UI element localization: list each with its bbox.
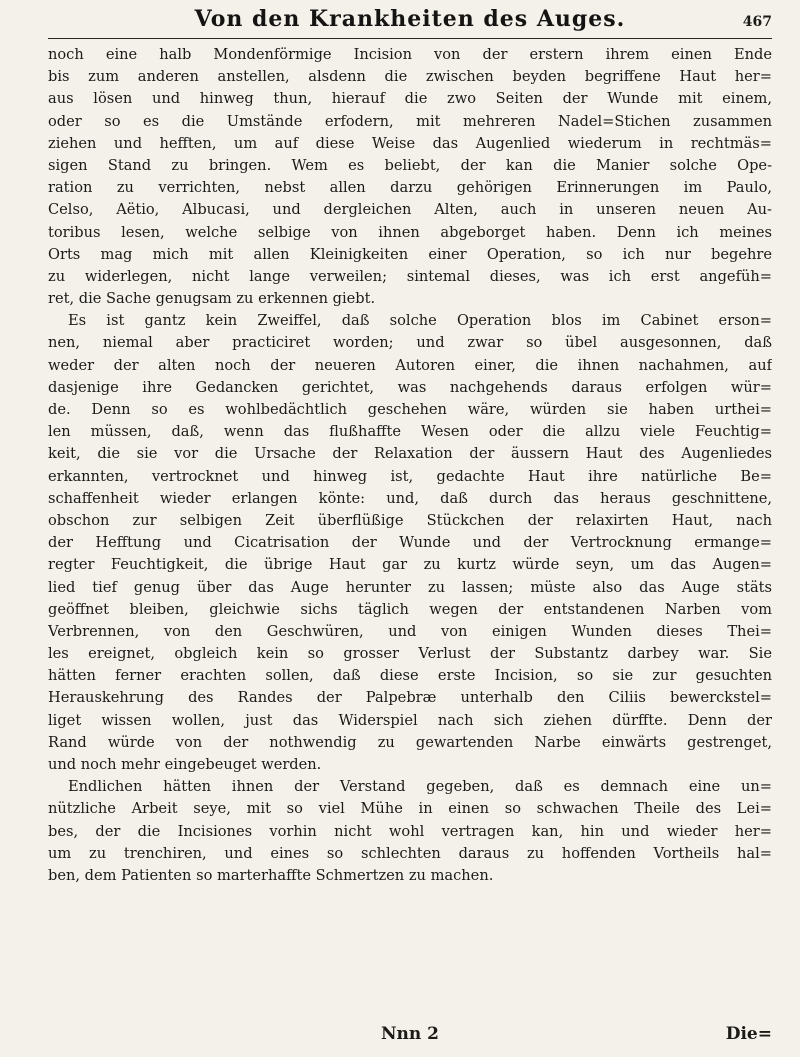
text-line: geöffnet bleiben, gleichwie sichs täglich wegen der entstandenen Narben vom: [48, 600, 772, 618]
page-footer: [48, 1024, 772, 1052]
signature-mark: Nnn 2: [380, 1024, 439, 1044]
running-title: Von den Krankheiten des Auges.: [194, 6, 626, 32]
text-line: nen, niemal aber practiciret worden; und zwar so übel ausgesonnen, daß: [48, 334, 772, 352]
text-line: keit, die sie vor die Ursache der Relaxation der äussern Haut des Augenliedes: [48, 445, 772, 463]
text-line: bis zum anderen anstellen, alsdenn die zwischen beyden begriffene Haut her=: [48, 68, 772, 86]
text-line: Verbrennen, von den Geschwüren, und von einigen Wunden dieses Thei=: [48, 622, 772, 640]
header-rule: [48, 38, 772, 39]
text-line: liget wissen wollen, just das Widerspiel nach sich ziehen dürffte. Denn der: [48, 711, 772, 729]
body-text: [48, 44, 772, 887]
text-line: bes, der die Incisiones vorhin nicht wohl vertragen kan, hin und wieder her=: [48, 822, 772, 840]
catchword: Die=: [725, 1024, 772, 1044]
text-line: regter Feuchtigkeit, die übrige Haut gar zu kurtz würde seyn, um das Augen=: [48, 556, 772, 574]
text-line: Herauskehrung des Randes der Palpebræ unterhalb den Ciliis bewerckstel=: [48, 689, 772, 707]
text-line: oder so es die Umstände erfodern, mit mehreren Nadel=Stichen zusammen: [48, 112, 772, 130]
text-line: ration zu verrichten, nebst allen darzu gehörigen Erinnerungen im Paulo,: [48, 179, 772, 197]
text-line: schaffenheit wieder erlangen könte: und, daß durch das heraus geschnittene,: [48, 489, 772, 507]
text-line: Rand würde von der nothwendig zu gewartenden Narbe einwärts gestrenget,: [48, 733, 772, 751]
text-line: Endlichen hätten ihnen der Verstand gegeben, daß es demnach eine un=: [68, 778, 772, 796]
page-number: 467: [742, 14, 772, 30]
text-line: lied tief genug über das Auge herunter zu lassen; müste also das Auge stäts: [48, 578, 772, 596]
text-line: Celso, Aëtio, Albucasi, und dergleichen Alten, auch in unseren neuen Au-: [48, 201, 772, 219]
text-line: les ereignet, obgleich kein so grosser Verlust der Substantz darbey war. Sie: [48, 645, 772, 663]
text-line: der Hefftung und Cicatrisation der Wunde und der Vertrocknung ermange=: [48, 534, 772, 552]
text-line: weder der alten noch der neueren Autoren einer, die ihnen nachahmen, auf: [48, 356, 772, 374]
text-line: und noch mehr eingebeuget werden.: [48, 756, 322, 773]
text-line: Orts mag mich mit allen Kleinigkeiten einer Operation, so ich nur begehre: [48, 245, 772, 263]
text-line: Es ist gantz kein Zweiffel, daß solche Operation blos im Cabinet erson=: [68, 312, 772, 330]
text-line: erkannten, vertrocknet und hinweg ist, gedachte Haut ihre natürliche Be=: [48, 467, 772, 485]
running-header: [48, 6, 772, 36]
text-line: dasjenige ihre Gedancken gerichtet, was nachgehends daraus erfolgen wür=: [48, 378, 772, 396]
text-line: um zu trenchiren, und eines so schlechten daraus zu hoffenden Vortheils hal=: [48, 844, 772, 862]
text-line: ret, die Sache genugsam zu erkennen giebt.: [48, 290, 376, 308]
text-line: sigen Stand zu bringen. Wem es beliebt, der kan die Manier solche Ope-: [48, 156, 772, 174]
text-line: nützliche Arbeit seye, mit so viel Mühe in einen so schwachen Theile des Lei=: [48, 800, 772, 818]
text-line: noch eine halb Mondenförmige Incision von der erstern ihrem einen Ende: [48, 46, 772, 63]
text-line: hätten ferner erachten sollen, daß diese erste Incision, so sie zur gesuchten: [48, 667, 772, 685]
text-line: ziehen und hefften, um auf diese Weise das Augenlied wiederum in rechtmäs=: [48, 134, 772, 152]
text-line: obschon zur selbigen Zeit überflüßige Stückchen der relaxirten Haut, nach: [48, 511, 772, 529]
text-line: len müssen, daß, wenn das flußhaffte Wesen oder die allzu viele Feuchtig=: [48, 423, 772, 441]
text-line: aus lösen und hinweg thun, hierauf die zwo Seiten der Wunde mit einem,: [48, 90, 772, 108]
text-line: ben, dem Patienten so marterhaffte Schmertzen zu machen.: [48, 866, 494, 884]
text-line: zu widerlegen, nicht lange verweilen; sintemal dieses, was ich erst angefüh=: [48, 267, 772, 285]
text-line: toribus lesen, welche selbige von ihnen abgeborget haben. Denn ich meines: [48, 223, 772, 241]
text-line: de. Denn so es wohlbedächtlich geschehen wäre, würden sie haben urthei=: [48, 401, 772, 418]
